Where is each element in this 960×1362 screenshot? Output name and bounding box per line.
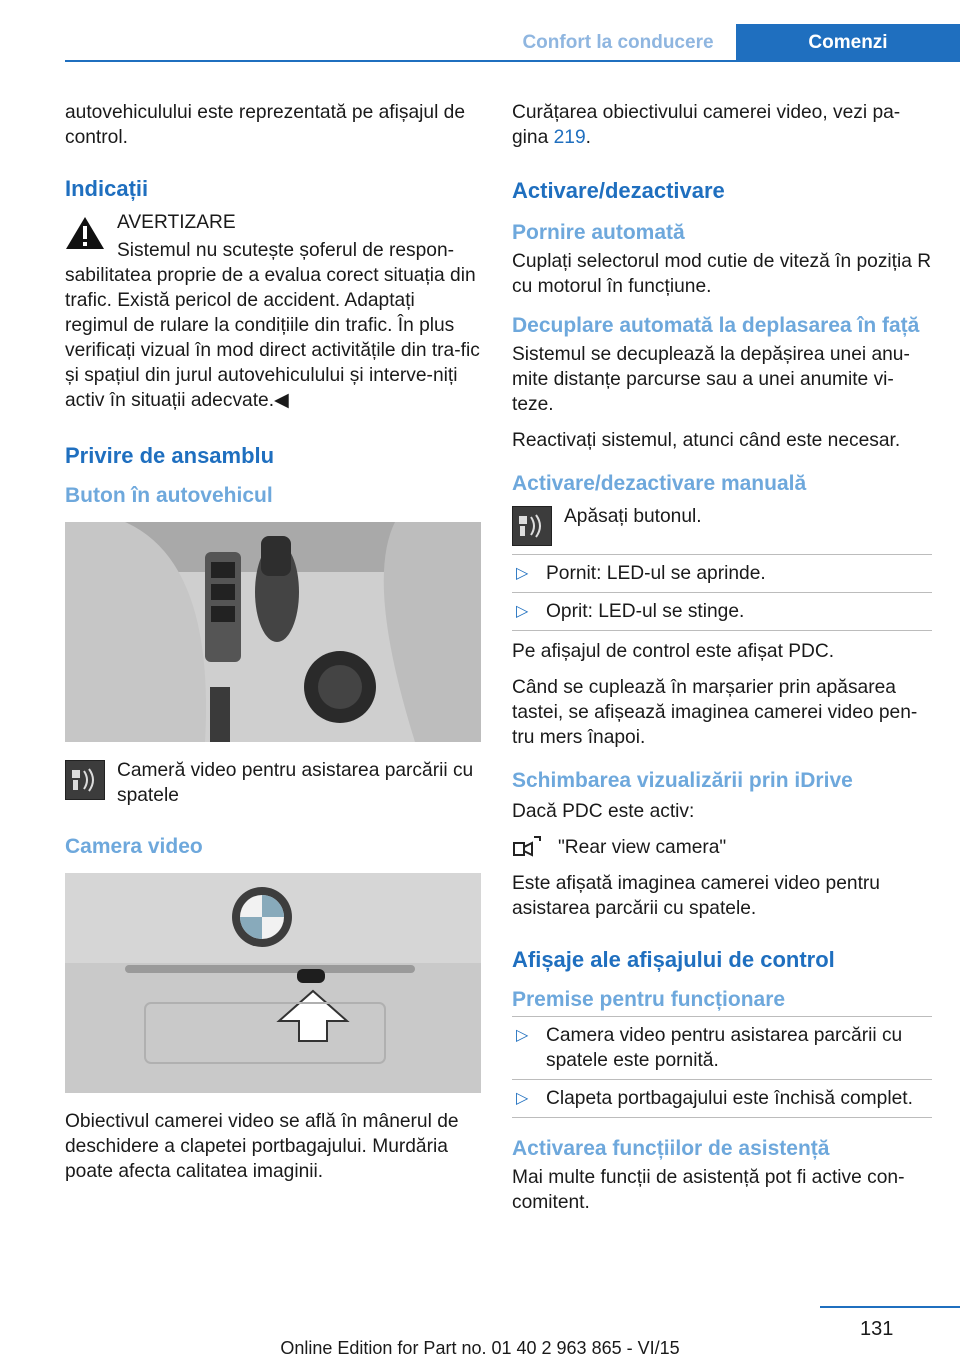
page-number: 131 bbox=[860, 1318, 894, 1340]
footer-rule bbox=[820, 1306, 960, 1308]
triangle-bullet-icon: ▷ bbox=[516, 603, 529, 620]
heading-afisaje: Afișaje ale afișajului de control bbox=[512, 947, 835, 972]
left-column bbox=[65, 100, 481, 1195]
asistenta-text: Mai multe funcții de asistență pot fi active con-comitent. bbox=[512, 1167, 905, 1213]
apasati-row bbox=[512, 504, 932, 548]
triangle-bullet-icon: ▷ bbox=[516, 565, 529, 582]
triangle-bullet-icon: ▷ bbox=[516, 1027, 529, 1044]
pdc-text: Pe afișajul de control este afișat PDC. bbox=[512, 641, 835, 662]
header-tab-comenzi[interactable]: Comenzi bbox=[736, 24, 960, 62]
rear-view-label[interactable]: "Rear view camera" bbox=[558, 837, 727, 858]
rear-view-row bbox=[512, 835, 932, 860]
premise-list bbox=[512, 1016, 932, 1118]
afisata-text: Este afișată imaginea camerei video pentru asistarea parcării cu spatele. bbox=[512, 873, 880, 919]
header-tab-confort[interactable]: Confort la conducere bbox=[522, 32, 714, 53]
heading-indicatii: Indicații bbox=[65, 176, 149, 201]
page-link-219[interactable]: 219 bbox=[553, 127, 586, 148]
triangle-bullet-icon: ▷ bbox=[516, 1090, 529, 1107]
reactivati-text: Reactivați sistemul, atunci când este necesar. bbox=[512, 430, 901, 451]
led-status-list bbox=[512, 554, 932, 631]
cleaning-text: Curățarea obiectivului camerei video, vezi pa-gina 219. bbox=[512, 102, 901, 148]
cuplare-text: Când se cuplează în marșarier prin apăsarea tastei, se afișează imaginea camerei video pen-tru mers înapoi. bbox=[512, 677, 918, 748]
parking-camera-button-icon bbox=[512, 506, 552, 546]
apasati-text: Apăsați butonul. bbox=[564, 506, 702, 527]
heading-manuala: Activare/dezactivare manuală bbox=[512, 472, 807, 495]
pdc-camera-caption bbox=[65, 758, 481, 808]
heading-pornire: Pornire automată bbox=[512, 221, 685, 244]
intro-text: autovehiculului este reprezentată pe afișajul de control. bbox=[65, 102, 466, 148]
heading-premise: Premise pentru funcționare bbox=[512, 988, 786, 1011]
rear-camera-photo bbox=[65, 873, 481, 1093]
list-item: ▷ Oprit: LED-ul se stinge. bbox=[512, 593, 932, 631]
list-item: ▷ Clapeta portbagajului este închisă complet. bbox=[512, 1080, 932, 1118]
pornire-text: Cuplați selectorul mod cutie de viteză în poziția R cu motorul în funcțiune. bbox=[512, 251, 932, 297]
right-column bbox=[512, 100, 932, 1226]
heading-buton: Buton în autovehicul bbox=[65, 484, 273, 507]
edition-footer: Online Edition for Part no. 01 40 2 963 865 - VI/15 bbox=[280, 1338, 680, 1358]
list-item: ▷ Camera video pentru asistarea parcării cu spatele este pornită. bbox=[512, 1017, 932, 1080]
warning-icon bbox=[65, 216, 105, 250]
heading-privire: Privire de ansamblu bbox=[65, 443, 275, 468]
heading-activare: Activare/dezactivare bbox=[512, 178, 725, 203]
camera-text: Obiectivul camerei video se află în mânerul de deschidere a clapetei portbagajului. Murdăria poate afecta calitatea imaginii. bbox=[65, 1111, 459, 1182]
parking-camera-button-icon bbox=[65, 760, 105, 800]
pdc-camera-caption-text: Cameră video pentru asistarea parcării cu spatele bbox=[117, 760, 474, 806]
car-interior-photo bbox=[65, 522, 481, 742]
daca-text: Dacă PDC este activ: bbox=[512, 801, 695, 822]
header-rule bbox=[65, 60, 960, 62]
warning-block bbox=[65, 210, 481, 235]
heading-camera-video: Camera video bbox=[65, 835, 203, 858]
decuplare-text: Sistemul se decuplează la depășirea unei anu-mite distanțe parcurse sau a unei anumite vi-teze. bbox=[512, 344, 910, 415]
heading-schimbare: Schimbarea vizualizării prin iDrive bbox=[512, 769, 853, 792]
heading-decuplare: Decuplare automată la deplasarea în față bbox=[512, 314, 920, 337]
warning-title: AVERTIZARE bbox=[117, 212, 236, 233]
rear-view-camera-icon bbox=[512, 835, 542, 861]
list-item: ▷ Pornit: LED-ul se aprinde. bbox=[512, 555, 932, 593]
heading-asistenta: Activarea funcțiilor de asistență bbox=[512, 1137, 830, 1160]
warning-text: Sistemul nu scutește șoferul de respon-sabilitatea proprie de a evalua corect situația din trafic. Există pericol de accident. Adaptați regimul de rulare la condițiile din trafic. În plus verificați vizual în mod direct activitățile din tra-fic și spațiul din jurul autovehiculului și interve-niți activ în situații adecvate.◀ bbox=[65, 240, 480, 411]
